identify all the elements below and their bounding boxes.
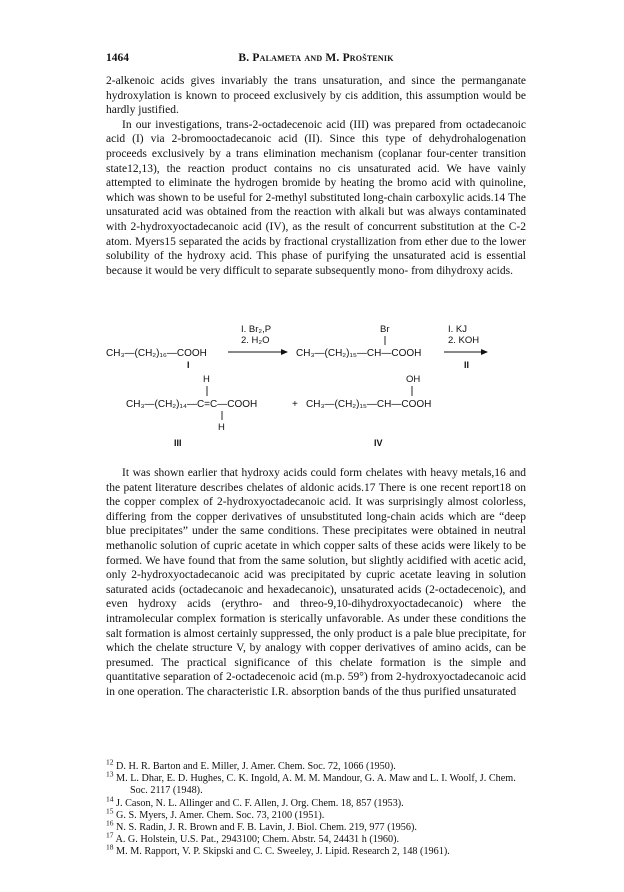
reaction-scheme [106, 318, 526, 458]
hydrogen-substituent-top: H [203, 374, 210, 385]
step2-reagent-2: 2. KOH [448, 335, 480, 346]
footnotes [106, 757, 526, 859]
arrow-head-2 [481, 349, 488, 355]
compound-III-formula: CH₃—(CH₂)₁₄—C=C—COOH [126, 399, 258, 410]
step1-reagent-1: I. Br₂,P [241, 324, 272, 335]
step1-reagent-2: 2. H₂O [241, 335, 270, 346]
footnote-number: 13 [106, 769, 114, 779]
paragraph-2: In our investigations, trans-2-octadecenoic acid (III) was prepared from octadecanoic acid (I) via 2-bromooctadecanoic acid (II). Since this type of dehydrohalogenation proceeds exclusively by a trans elimination mechanism (coplanar four-center transition state12,13), the reaction product contains no cis unsaturated acid. We have vainly attempted to eliminate the hydrogen bromide by heating the bromo acid with quinoline, which was shown to be useful for 2-methyl substituted long-chain carboxylic acids.14 The unsaturated acid was obtained from the reaction with alkali but was always contaminated with 2-hydroxyoctadecanoic acid (IV), as the result of concurrent substitution at the C-2 atom. Myers15 separated the acids by fractional crystallization from ether due to the lower solubility of the hydroxy acid. This phase of purifying the unsaturated acid is essential because it would be very difficult to separate subsequently mono- from dihydroxy acids. [106, 118, 526, 277]
hydrogen-substituent-bottom: H [218, 422, 225, 433]
footnote [106, 830, 526, 846]
footnote [106, 769, 526, 797]
footnote-number: 12 [106, 757, 114, 767]
footnote-text: A. G. Holstein, U.S. Pat., 2943100; Chem. Abstr. 54, 24431 h (1960). [115, 834, 400, 846]
footnote-text: G. S. Myers, J. Amer. Chem. Soc. 73, 2100 (1951). [116, 809, 325, 821]
footnote-text: N. S. Radin, J. R. Brown and F. B. Lavin, J. Biol. Chem. 219, 977 (1956). [116, 822, 417, 834]
footnote-number: 14 [106, 794, 114, 804]
footnote-number: 16 [106, 818, 114, 828]
footnote-text: M. L. Dhar, E. D. Hughes, C. K. Ingold, A. M. M. Mandour, G. A. Maw and L. I. Woolf, J. Chem. Soc. 2117 (1948). [116, 773, 516, 797]
compound-IV-formula: CH₃—(CH₂)₁₅—CH—COOH [306, 399, 432, 410]
page-number: 1464 [106, 52, 129, 64]
hydroxyl-substituent: OH [406, 374, 421, 385]
compound-label-III: III [174, 438, 182, 448]
body-text-upper [106, 74, 526, 278]
compound-label-I: I [187, 360, 190, 370]
compound-II-formula: CH₃—(CH₂)₁₅—CH—COOH [296, 348, 422, 359]
reaction-scheme-drawing [106, 318, 526, 458]
footnote [106, 843, 526, 858]
footnote [106, 806, 526, 822]
page-header [106, 52, 526, 68]
footnote-text: J. Cason, N. L. Allinger and C. F. Allen, J. Org. Chem. 18, 857 (1953). [116, 797, 404, 809]
compound-label-IV: IV [374, 438, 383, 448]
body-text-lower [106, 466, 526, 700]
footnote [106, 794, 526, 810]
running-title: B. Palameta and M. Proštenik [238, 52, 394, 64]
footnote-text: M. M. Rapport, V. P. Skipski and C. C. Sweeley, J. Lipid. Research 2, 148 (1961). [116, 846, 450, 858]
paragraph-1: 2-alkenoic acids gives invariably the trans unsaturation, and since the permanganate hydroxylation is known to proceed exclusively by cis addition, this assumption would be hardly justified. [106, 75, 526, 117]
footnote-number: 18 [106, 843, 114, 853]
bromine-substituent: Br [380, 324, 390, 335]
footnote [106, 757, 526, 773]
footnote-number: 15 [106, 806, 114, 816]
footnote-text: D. H. R. Barton and E. Miller, J. Amer. Chem. Soc. 72, 1066 (1950). [116, 761, 396, 772]
paragraph-3: It was shown earlier that hydroxy acids could form chelates with heavy metals,16 and the patent literature describes chelates of aldonic acids.17 There is one recent report18 on the copper complex of 2-hydroxyoctadecanoic acid. It was surprisingly almost colorless, differing from the copper derivatives of unsubstituted long-chain acids which are “deep blue precipitates” under the same conditions. These precipitates were obtained in neutral methanolic solution of cupric acetate in which copper salts of these acids were likely to be formed. We have found that from the same solution, but slightly acidified with acetic acid, only 2-hydroxyoctadecanoic acid was precipitated by cupric acetate leaving in solution saturated acids (octadecanoic and hexadecanoic), unsaturated acids (2-octadecenoic), and even hydroxy acids (erythro- and threo-9,10-dihydroxyoctadecanoic) where the intramolecular complex formation is sterically unfavorable. As under these conditions the salt formation is almost certainly suppressed, the only product is a pale blue precipitate, for which the chelate structure V, by analogy with copper derivatives of amino acids, can be presumed. The practical significance of this chelate formation is the simple and quantitative separation of 2-octadecenoic acid (m.p. 59°) from 2-hydroxyoctadecanoic acid in one operation. The characteristic I.R. absorption bands of the thus purified unsaturated [106, 467, 526, 698]
compound-I-formula: CH₃—(CH₂)₁₆—COOH [106, 348, 207, 359]
step2-reagent-1: I. KJ [448, 324, 468, 335]
compound-label-II: II [464, 360, 470, 370]
arrow-head-1 [281, 349, 288, 355]
plus-sign: + [292, 399, 298, 410]
footnote [106, 818, 526, 834]
footnote-number: 17 [106, 830, 114, 840]
